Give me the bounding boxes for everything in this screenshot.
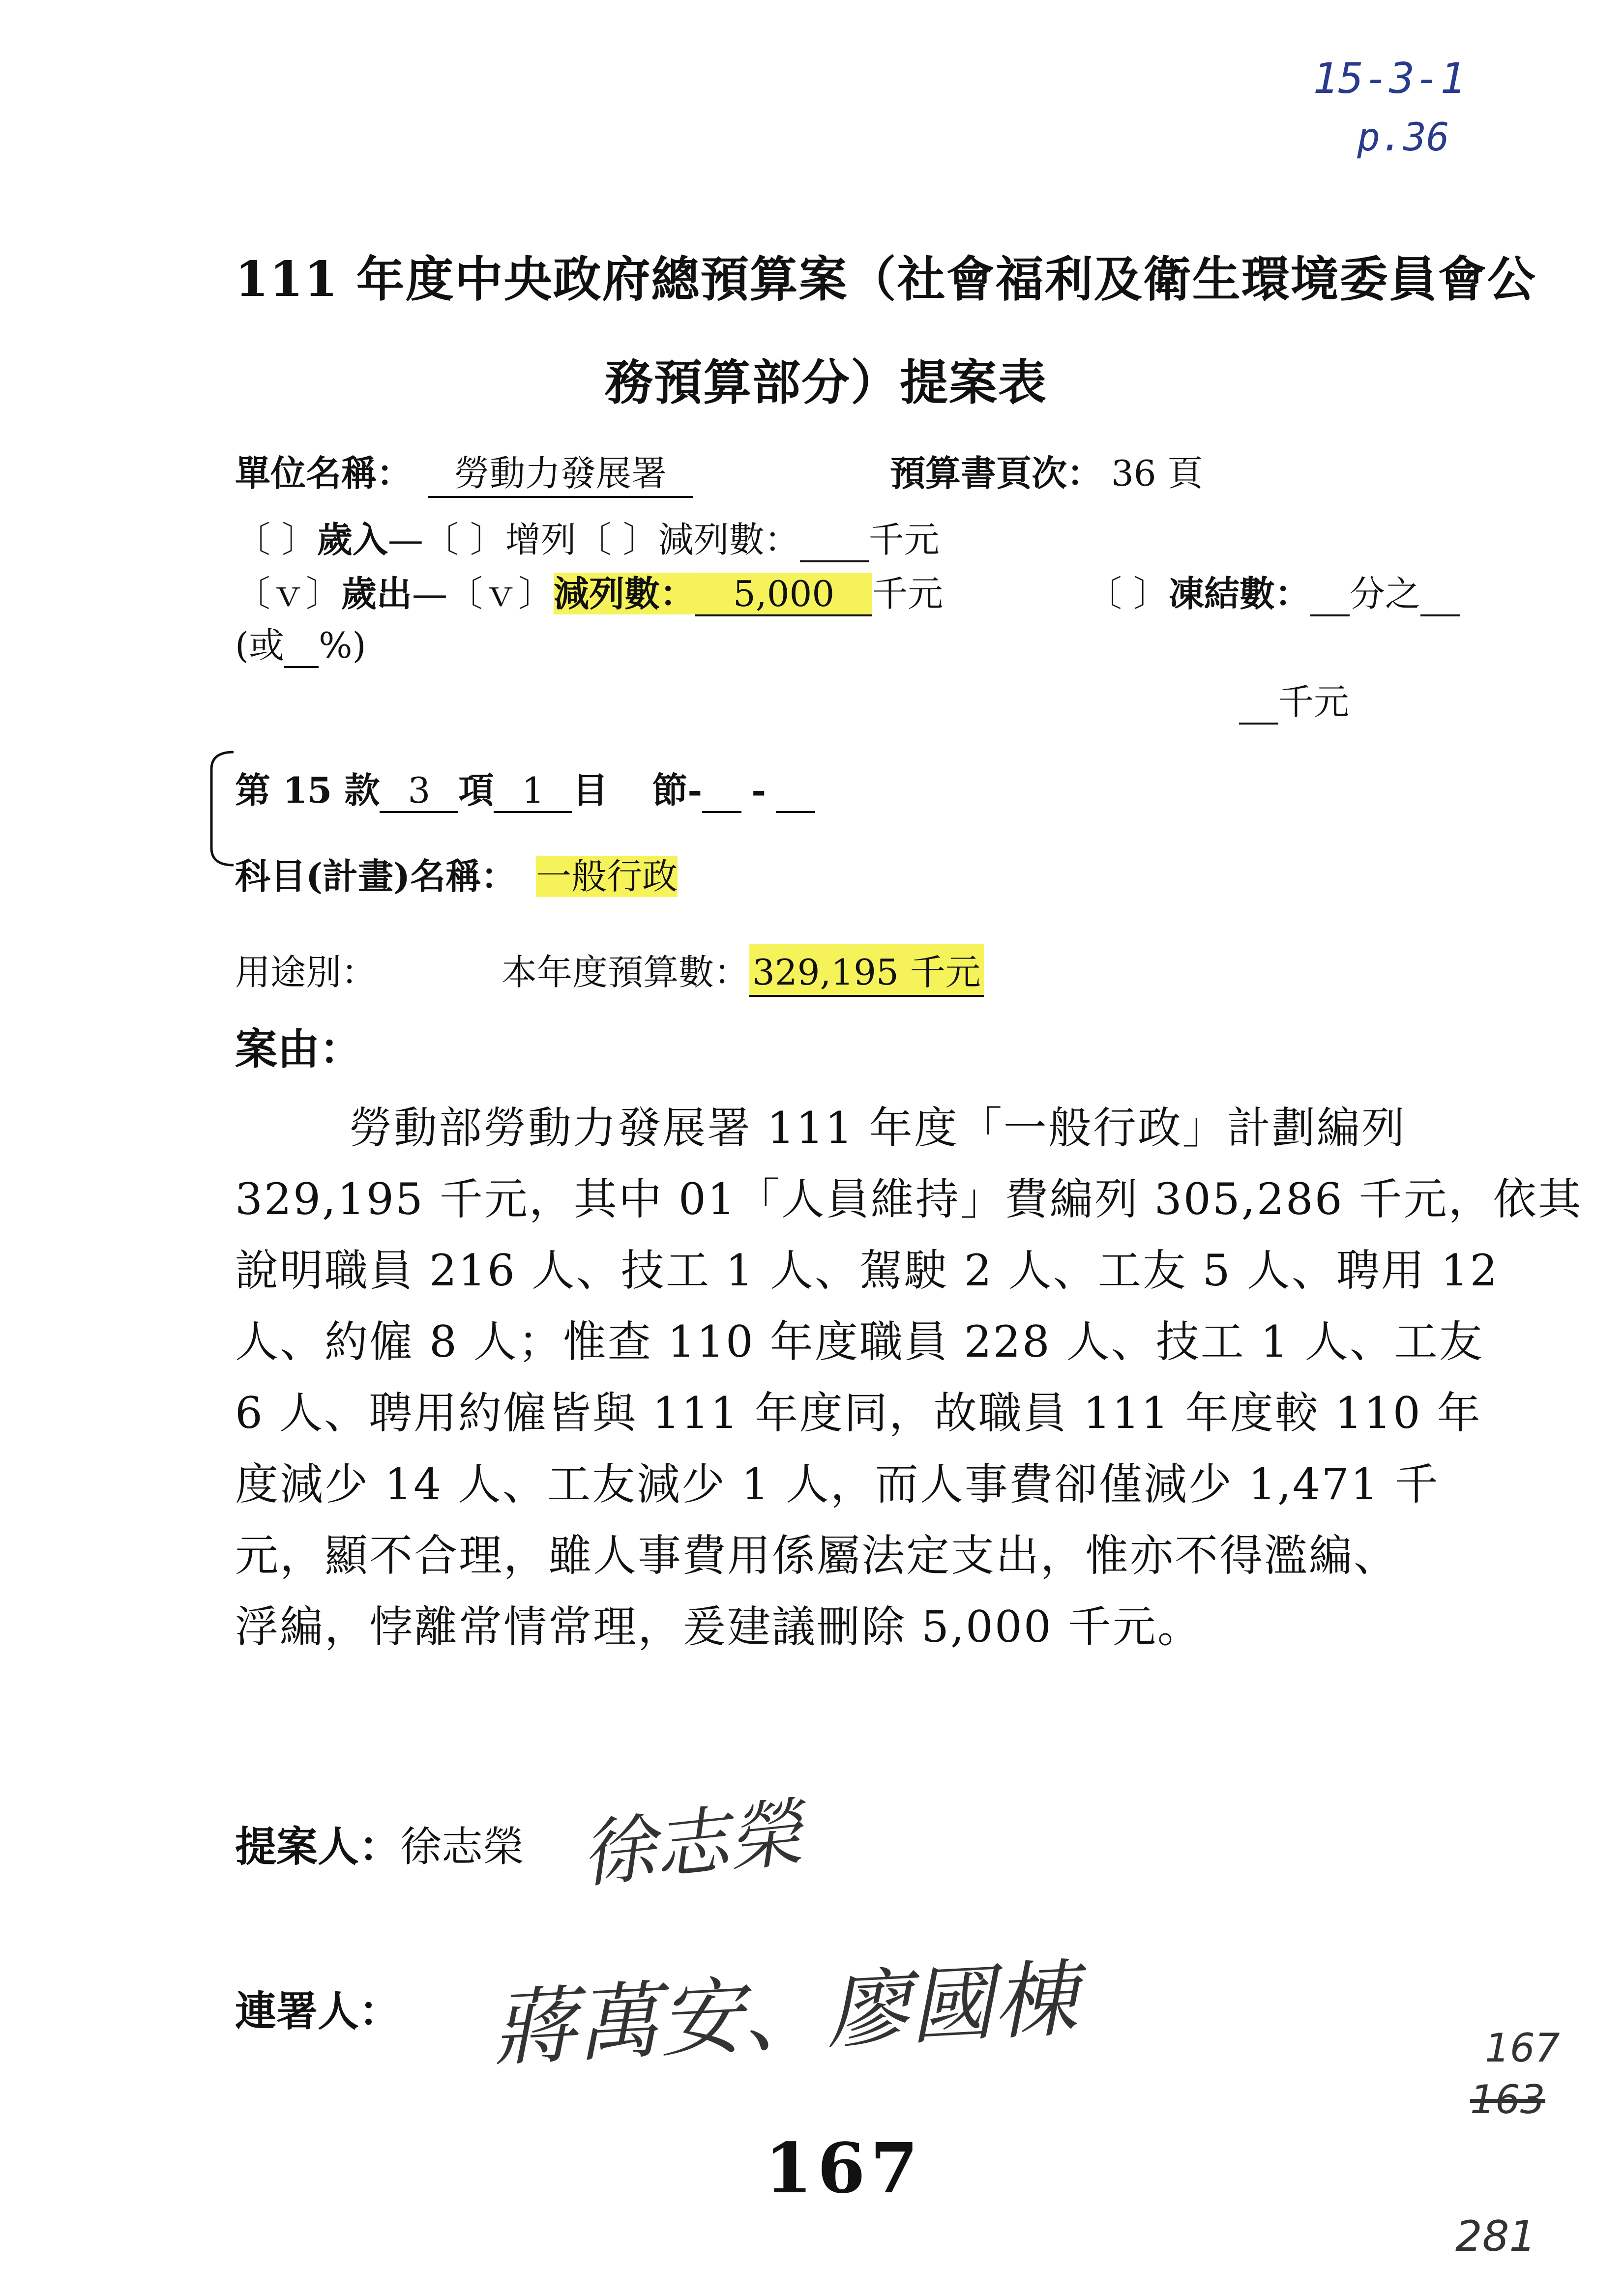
revenue-amount-blank	[800, 519, 869, 562]
bottom-note-3: 281	[1455, 2212, 1536, 2261]
jie-sep-2: -	[751, 769, 767, 811]
or-label: (或	[235, 625, 285, 666]
freeze-checkbox: 〔 〕	[1087, 573, 1169, 614]
budget-row	[502, 944, 984, 997]
reason-heading: 案由：	[235, 1024, 362, 1074]
proposer-signature: 徐志榮	[577, 1790, 806, 1898]
budget-label: 本年度預算數：	[502, 952, 750, 993]
freeze-label: 凍結數：	[1168, 573, 1310, 614]
budget-value: 329,195 千元	[749, 944, 984, 997]
page-number: 167	[765, 2128, 923, 2209]
revenue-unit: 千元	[868, 519, 940, 560]
cosigner-label: 連署人：	[235, 1987, 401, 2035]
page-title-line1: 111 年度中央政府總預算案（社會福利及衛生環境委員會公	[235, 251, 1536, 308]
proposer-label: 提案人：	[235, 1822, 401, 1871]
page-ref-label: 預算書頁次：	[890, 452, 1103, 494]
xiang-label: 項	[458, 769, 494, 811]
mu-value: 1	[494, 770, 572, 813]
percent-blank	[284, 625, 319, 668]
unit-value: 勞動力發展署	[428, 445, 693, 498]
bottom-note-2	[1470, 2077, 1545, 2122]
percent-sign: %)	[319, 625, 366, 666]
jie-blank-2	[776, 769, 815, 813]
proposer-row	[235, 1814, 524, 1873]
revenue-row	[235, 511, 940, 562]
bottom-note-2-text: 163	[1470, 2077, 1545, 2122]
jie-blank-1	[702, 769, 741, 813]
unit-label: 單位名稱：	[235, 452, 413, 494]
freeze-blank-1	[1310, 573, 1350, 616]
page-title-line2: 務預算部分）提案表	[605, 354, 1048, 411]
freeze-amount-unit: 千元	[1278, 681, 1350, 723]
section-bracket	[207, 750, 236, 868]
usage-label: 用途別：	[235, 952, 377, 993]
bottom-note-1: 167	[1485, 2025, 1560, 2071]
revenue-options: —〔 〕增列〔 〕減列數：	[387, 519, 800, 560]
freeze-blank-2	[1420, 573, 1460, 616]
freeze-row	[1087, 565, 1460, 616]
proposer-name: 徐志榮	[400, 1823, 525, 1871]
handwritten-ref-1: 15-3-1	[1313, 54, 1466, 103]
jie-sep-1: -	[687, 769, 703, 811]
jie-label: 節	[652, 769, 688, 811]
page-ref-value: 36 頁	[1111, 453, 1203, 494]
reason-line-4: 人、約僱 8 人；惟查 110 年度職員 228 人、技工 1 人、工友	[235, 1316, 1484, 1367]
expense-row	[235, 565, 943, 616]
expense-checkbox: 〔ｖ〕	[235, 573, 342, 614]
xiang-value: 3	[380, 770, 458, 813]
revenue-label: 歲入	[317, 519, 388, 560]
expense-label: 歲出	[341, 573, 413, 614]
reason-line-2: 329,195 千元，其中 01「人員維持」費編列 305,286 千元，依其	[235, 1174, 1583, 1224]
subject-value: 一般行政	[536, 856, 678, 897]
cosigner-signatures: 蔣萬安、廖國棟	[490, 1950, 1080, 2078]
revenue-checkbox: 〔 〕	[235, 519, 317, 560]
reason-line-3: 說明職員 216 人、技工 1 人、駕駛 2 人、工友 5 人、聘用 12	[235, 1245, 1499, 1296]
reason-line-1: 勞動部勞動力發展署 111 年度「一般行政」計劃編列	[349, 1103, 1406, 1153]
freeze-amount-row	[1239, 673, 1349, 725]
reason-line-6: 度減少 14 人、工友減少 1 人，而人事費卻僅減少 1,471 千	[235, 1459, 1440, 1510]
cut-unit: 千元	[872, 573, 944, 614]
cut-value: 5,000	[695, 573, 872, 616]
subject-row	[235, 848, 678, 899]
freeze-fraction: 分之	[1349, 573, 1420, 614]
freeze-amount-blank	[1239, 681, 1278, 725]
reason-line-5: 6 人、聘用約僱皆與 111 年度同，故職員 111 年度較 110 年	[235, 1388, 1482, 1438]
section-row	[235, 762, 815, 813]
subject-label: 科目(計畫)名稱：	[235, 855, 517, 897]
expense-mid: —〔ｖ〕	[412, 573, 554, 614]
kuan-label: 第 15 款	[235, 769, 380, 811]
handwritten-ref-2: p.36	[1357, 116, 1449, 160]
percent-row	[235, 617, 366, 668]
cut-label: 減列數：	[554, 573, 696, 614]
reason-line-7: 元，顯不合理，雖人事費用係屬法定支出，惟亦不得濫編、	[235, 1530, 1399, 1581]
reason-line-8: 浮編，悖離常情常理，爰建議刪除 5,000 千元。	[235, 1601, 1202, 1652]
mu-label: 目	[572, 769, 608, 811]
